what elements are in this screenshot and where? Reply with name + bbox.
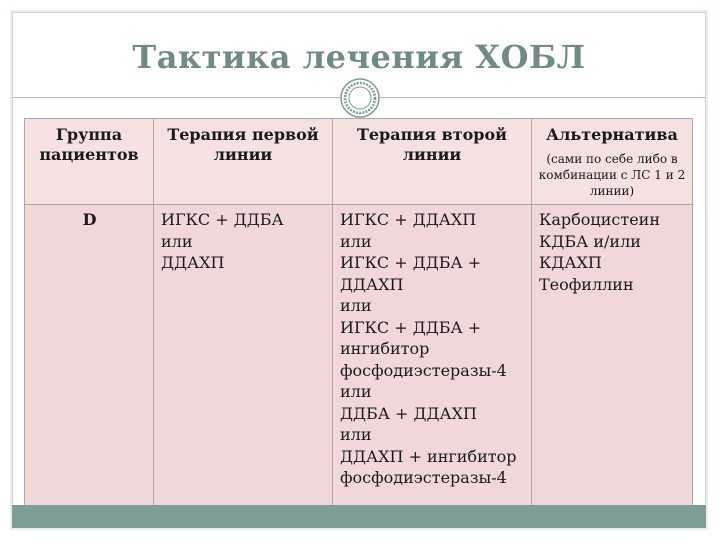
second-line-item: ИГКС + ДДБА + [340,317,482,337]
circle-ornament-icon [340,78,380,118]
second-line-item: ДДАХП [340,274,404,294]
slide-title: Тактика лечения ХОБЛ [132,38,586,76]
second-line-item: ингибитор [340,339,430,358]
table-row [25,205,693,519]
header-cell-second-line [333,119,532,205]
header-label: Альтернатива [546,125,678,144]
second-line-item: фосфодиэстеразы-4 [340,468,507,487]
second-line-item: ИГКС + ДДАХП [340,210,477,229]
alternative-item: КДБА и/или [539,231,641,251]
header-sublabel: (сами по себе либо в комбинации с ЛС 1 и 2 линии) [538,152,686,198]
header-label: Терапия второй линии [356,125,508,164]
first-line-item: ДДАХП [161,253,225,272]
second-line-item: ИГКС + ДДБА + [340,253,482,272]
treatment-table [24,118,693,519]
header-cell-first-line [154,119,333,205]
second-line-item: ДДАХП + ингибитор [340,446,517,466]
cell-group [25,205,154,519]
header-label: Терапия первой линии [167,125,319,164]
header-cell-group [25,119,154,205]
group-value: D [82,210,97,229]
table-header-row [25,119,693,205]
first-line-item: ИГКС + ДДБА [161,210,284,229]
footer-accent-bar [12,505,706,528]
second-line-item: или [340,382,372,401]
second-line-item: или [340,296,372,315]
second-line-item: фосфодиэстеразы-4 [340,360,507,380]
cell-first-line [154,205,333,519]
second-line-item: или [340,425,372,444]
second-line-item: ДДБА + ДДАХП [340,403,477,423]
alternative-item: Теофиллин [539,274,634,294]
header-label: Группа пациентов [39,125,139,164]
cell-alternative [532,205,693,519]
alternative-item: КДАХП [539,253,602,272]
header-cell-alternative [532,119,693,205]
second-line-item: или [340,231,372,251]
first-line-item: или [161,231,193,251]
alternative-item: Карбоцистеин [539,210,660,229]
cell-second-line [333,205,532,519]
